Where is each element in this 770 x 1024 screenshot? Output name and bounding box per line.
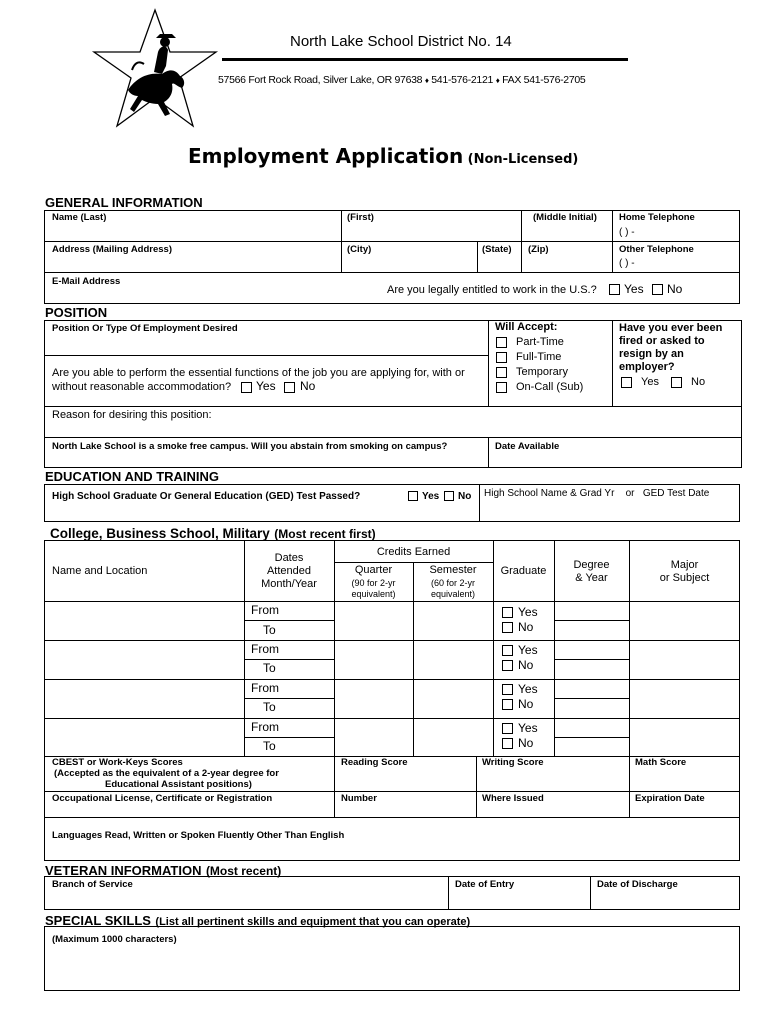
page-title: Employment Application xyxy=(188,144,464,168)
veteran-heading: VETERAN INFORMATION xyxy=(45,863,202,878)
row2-from[interactable]: From xyxy=(251,642,279,656)
district-phone: 541-576-2121 xyxy=(431,74,494,86)
legal-no-checkbox[interactable] xyxy=(652,284,663,295)
essential-yes-label: Yes xyxy=(256,379,276,393)
district-address-line xyxy=(218,74,585,87)
email-field[interactable]: E-Mail Address xyxy=(52,276,121,287)
district-name: North Lake School District No. 14 xyxy=(290,33,512,50)
position-heading: POSITION xyxy=(45,305,108,320)
zip-field[interactable]: (Zip) xyxy=(528,244,549,255)
legal-yes-checkbox[interactable] xyxy=(609,284,620,295)
languages-field[interactable]: Languages Read, Written or Spoken Fluently Other Than English xyxy=(52,830,345,841)
row3-graduate-yes-checkbox[interactable] xyxy=(502,684,513,695)
quarter-note-2: equivalent) xyxy=(351,589,396,599)
district-fax: FAX 541-576-2705 xyxy=(502,74,586,86)
essential-no-label: No xyxy=(300,379,316,393)
legal-yes-label: Yes xyxy=(624,282,644,296)
full-time-label: Full-Time xyxy=(516,351,562,363)
education-heading: EDUCATION AND TRAINING xyxy=(45,469,220,484)
college-heading: College, Business School, Military xyxy=(50,526,270,541)
row2-no-label: No xyxy=(518,658,534,672)
semester-note-1: (60 for 2-yr xyxy=(430,578,475,588)
district-address: 57566 Fort Rock Road, Silver Lake, OR 97638 xyxy=(218,74,423,86)
high-school-name-field[interactable] xyxy=(484,487,709,500)
skills-heading-sub: (List all pertinent skills and equipment that you can operate) xyxy=(155,916,471,928)
graduate-header: Graduate xyxy=(500,565,547,577)
row3-from[interactable]: From xyxy=(251,681,279,695)
fired-yes-checkbox[interactable] xyxy=(621,377,632,388)
major-header-2: or Subject xyxy=(659,572,710,584)
credits-earned-header: Credits Earned xyxy=(376,546,451,558)
essential-no-checkbox[interactable] xyxy=(284,382,295,393)
row4-to[interactable]: To xyxy=(263,739,276,753)
legal-no-label: No xyxy=(667,282,683,296)
row4-from[interactable]: From xyxy=(251,720,279,734)
row4-graduate-yes-checkbox[interactable] xyxy=(502,723,513,734)
row4-yes-label: Yes xyxy=(518,721,538,735)
home-phone-format: ( ) - xyxy=(619,227,635,238)
major-header-1: Major xyxy=(670,559,699,571)
essential-yes-checkbox[interactable] xyxy=(241,382,252,393)
row2-to[interactable]: To xyxy=(263,661,276,675)
reading-score-field[interactable]: Reading Score xyxy=(341,757,408,768)
cbest-label-1: CBEST or Work-Keys Scores xyxy=(52,757,183,768)
part-time-label: Part-Time xyxy=(516,336,564,348)
row1-graduate-yes-checkbox[interactable] xyxy=(502,607,513,618)
quarter-note-1: (90 for 2-yr xyxy=(351,578,396,588)
college-heading-sub: (Most recent first) xyxy=(274,527,376,541)
row3-yes-label: Yes xyxy=(518,682,538,696)
skills-max-label: (Maximum 1000 characters) xyxy=(52,934,177,945)
row1-from[interactable]: From xyxy=(251,603,279,617)
position-type-field[interactable]: Position Or Type Of Employment Desired xyxy=(52,323,238,334)
where-issued-field[interactable]: Where Issued xyxy=(482,793,544,804)
hs-yes-checkbox[interactable] xyxy=(408,491,418,501)
row1-graduate-no-checkbox[interactable] xyxy=(502,622,513,633)
row4-graduate-no-checkbox[interactable] xyxy=(502,738,513,749)
will-accept-label: Will Accept: xyxy=(495,321,558,333)
license-number-field[interactable]: Number xyxy=(341,793,377,804)
part-time-checkbox[interactable] xyxy=(496,337,507,348)
general-heading: GENERAL INFORMATION xyxy=(45,195,203,210)
row4-no-label: No xyxy=(518,736,534,750)
row3-no-label: No xyxy=(518,697,534,711)
veteran-heading-sub: (Most recent) xyxy=(205,864,282,878)
bullet-icon: ♦ xyxy=(495,76,500,85)
skills-heading: SPECIAL SKILLS xyxy=(45,913,151,928)
fired-question-line-4: employer? xyxy=(619,361,675,373)
row3-graduate-no-checkbox[interactable] xyxy=(502,699,513,710)
row3-to[interactable]: To xyxy=(263,700,276,714)
ged-date-label: GED Test Date xyxy=(642,488,710,499)
other-phone-format: ( ) - xyxy=(619,258,635,269)
cbest-label-3: Educational Assistant positions) xyxy=(105,779,252,790)
home-telephone-field[interactable]: Home Telephone xyxy=(619,212,695,223)
high-school-question: High School Graduate Or General Education (GED) Test Passed? xyxy=(52,491,361,502)
middle-initial-field[interactable]: (Middle Initial) xyxy=(533,212,597,223)
page-title-line xyxy=(188,144,578,168)
row1-to[interactable]: To xyxy=(263,623,276,637)
essential-functions-question: Are you able to perform the essential functions of the job you are applying for, with or xyxy=(52,367,465,379)
address-field[interactable]: Address (Mailing Address) xyxy=(52,244,173,255)
hs-no-checkbox[interactable] xyxy=(444,491,454,501)
full-time-checkbox[interactable] xyxy=(496,352,507,363)
fired-question-line-3: resign by an xyxy=(619,348,684,360)
or-label: or xyxy=(625,488,635,499)
legal-work-question: Are you legally entitled to work in the U.S.? xyxy=(387,284,597,296)
row2-yes-label: Yes xyxy=(518,643,538,657)
fired-no-checkbox[interactable] xyxy=(671,377,682,388)
writing-score-field[interactable]: Writing Score xyxy=(482,757,544,768)
degree-header-1: Degree xyxy=(573,559,610,571)
fired-question-line-2: fired or asked to xyxy=(619,335,705,347)
city-field[interactable]: (City) xyxy=(347,244,372,255)
cbest-label-2: (Accepted as the equivalent of a 2-year degree for xyxy=(54,768,279,779)
date-of-discharge-field[interactable]: Date of Discharge xyxy=(597,879,678,890)
semester-header: Semester xyxy=(429,564,477,576)
dates-header-3: Month/Year xyxy=(261,578,317,590)
district-logo xyxy=(88,8,223,136)
branch-of-service-field[interactable]: Branch of Service xyxy=(52,879,133,890)
math-score-field[interactable]: Math Score xyxy=(635,757,687,768)
first-name-field[interactable]: (First) xyxy=(347,212,374,223)
temporary-checkbox[interactable] xyxy=(496,367,507,378)
name-location-header: Name and Location xyxy=(52,565,148,577)
essential-functions-question-2: without reasonable accommodation? xyxy=(52,381,232,393)
fired-yes-label: Yes xyxy=(641,376,659,388)
row2-graduate-yes-checkbox[interactable] xyxy=(502,645,513,656)
date-of-entry-field[interactable]: Date of Entry xyxy=(455,879,515,890)
hs-no-label: No xyxy=(458,491,472,502)
expiration-date-field[interactable]: Expiration Date xyxy=(635,793,705,804)
name-last-field[interactable]: Name (Last) xyxy=(52,212,107,223)
on-call-label: On-Call (Sub) xyxy=(516,381,584,393)
page-subtitle: (Non-Licensed) xyxy=(467,152,579,167)
smoke-free-question[interactable]: North Lake School is a smoke free campus. Will you abstain from smoking on campus? xyxy=(52,441,448,452)
dates-header-1: Dates xyxy=(274,552,304,564)
header-rule xyxy=(222,58,628,61)
temporary-label: Temporary xyxy=(516,366,568,378)
row2-graduate-no-checkbox[interactable] xyxy=(502,660,513,671)
date-available-field[interactable]: Date Available xyxy=(495,441,560,452)
other-telephone-field[interactable]: Other Telephone xyxy=(619,244,694,255)
reason-field[interactable]: Reason for desiring this position: xyxy=(52,409,212,421)
license-label[interactable]: Occupational License, Certificate or Registration xyxy=(52,793,273,804)
on-call-checkbox[interactable] xyxy=(496,382,507,393)
row1-yes-label: Yes xyxy=(518,605,538,619)
semester-note-2: equivalent) xyxy=(430,589,476,599)
fired-no-label: No xyxy=(691,376,706,388)
row1-no-label: No xyxy=(518,620,534,634)
degree-header-2: & Year xyxy=(575,572,608,584)
hs-name-label: High School Name & Grad Yr xyxy=(484,488,615,499)
hs-yes-label: Yes xyxy=(422,491,440,502)
fired-question-line-1: Have you ever been xyxy=(619,322,723,334)
dates-header-2: Attended xyxy=(266,565,312,577)
bullet-icon: ♦ xyxy=(424,76,429,85)
quarter-header: Quarter xyxy=(354,564,393,576)
state-field[interactable]: (State) xyxy=(482,244,512,255)
